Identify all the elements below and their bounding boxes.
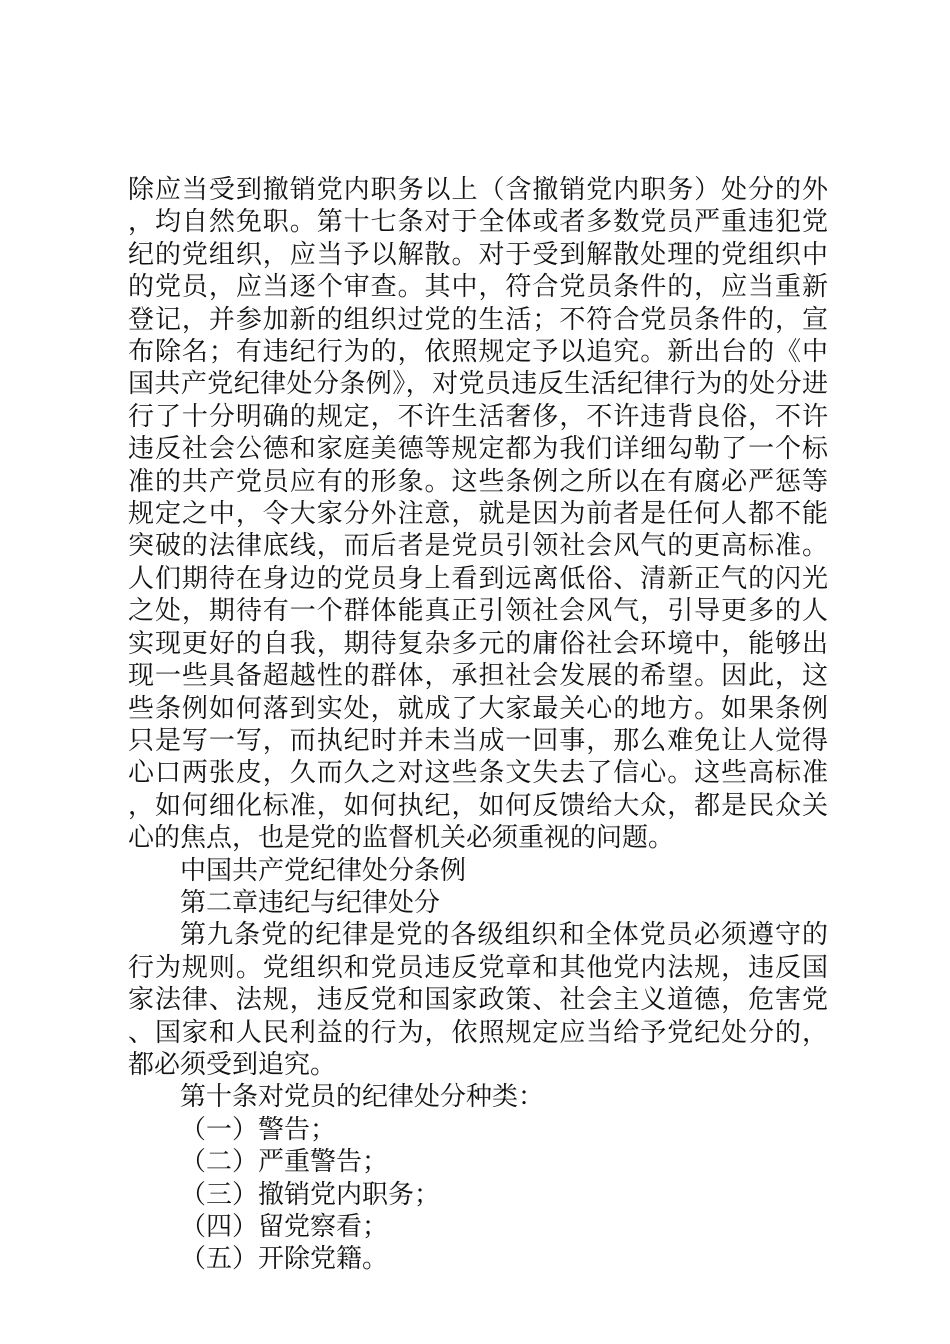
regulation-title: 中国共产党纪律处分条例 bbox=[180, 855, 467, 886]
list-item: （二）严重警告； bbox=[180, 1147, 389, 1178]
document-body bbox=[128, 174, 828, 1276]
list-item: （四）留党察看； bbox=[180, 1212, 389, 1242]
article-10-paragraph: 第十条对党员的纪律处分种类： bbox=[180, 1082, 545, 1113]
list-item: （五）开除党籍。 bbox=[180, 1244, 389, 1275]
article-9-paragraph: 第九条党的纪律是党的各级组织和全体党员必须遵守的行为规则。党组织和党员违反党章和其他党内法规，违反国家法律、法规，违反党和国家政策、社会主义道德，危害党、国家和人民利益的行为，依照规定应当给予党纪处分的，都必须受到追究。 bbox=[128, 920, 828, 1080]
list-item: （一）警告； bbox=[180, 1114, 337, 1145]
body-paragraph-continued: 除应当受到撤销党内职务以上（含撤销党内职务）处分的外，均自然免职。第十七条对于全体或者多数党员严重违犯党纪的党组织，应当予以解散。对于受到解散处理的党组织中的党员，应当逐个审查。其中，符合党员条件的，应当重新登记，并参加新的组织过党的生活；不符合党员条件的，宣布除名；有违纪行为的，依照规定予以追究。新出台的《中国共产党纪律处分条例》，对党员违反生活纪律行为的处分进行了十分明确的规定，不许生活奢侈，不许违背良俗，不许违反社会公德和家庭美德等规定都为我们详细勾勒了一个标准的共产党员应有的形象。这些条例之所以在有腐必严惩等规定之中，令大家分外注意，就是因为前者是任何人都不能突破的法律底线，而后者是党员引领社会风气的更高标准。人们期待在身边的党员身上看到远离低俗、清新正气的闪光之处，期待有一个群体能真正引领社会风气，引导更多的人实现更好的自我，期待复杂多元的庸俗社会环境中，能够出现一些具备超越性的群体，承担社会发展的希望。因此，这些条例如何落到实处，就成了大家最关心的地方。如果条例只是写一写，而执纪时并未当成一回事，那么难免让人觉得心口两张皮，久而久之对这些条文失去了信心。这些高标准，如何细化标准，如何执纪，如何反馈给大众，都是民众关心的焦点，也是党的监督机关必须重视的问题。 bbox=[128, 175, 828, 854]
list-item: （三）撤销党内职务； bbox=[180, 1179, 441, 1210]
chapter-heading: 第二章违纪与纪律处分 bbox=[180, 887, 441, 918]
